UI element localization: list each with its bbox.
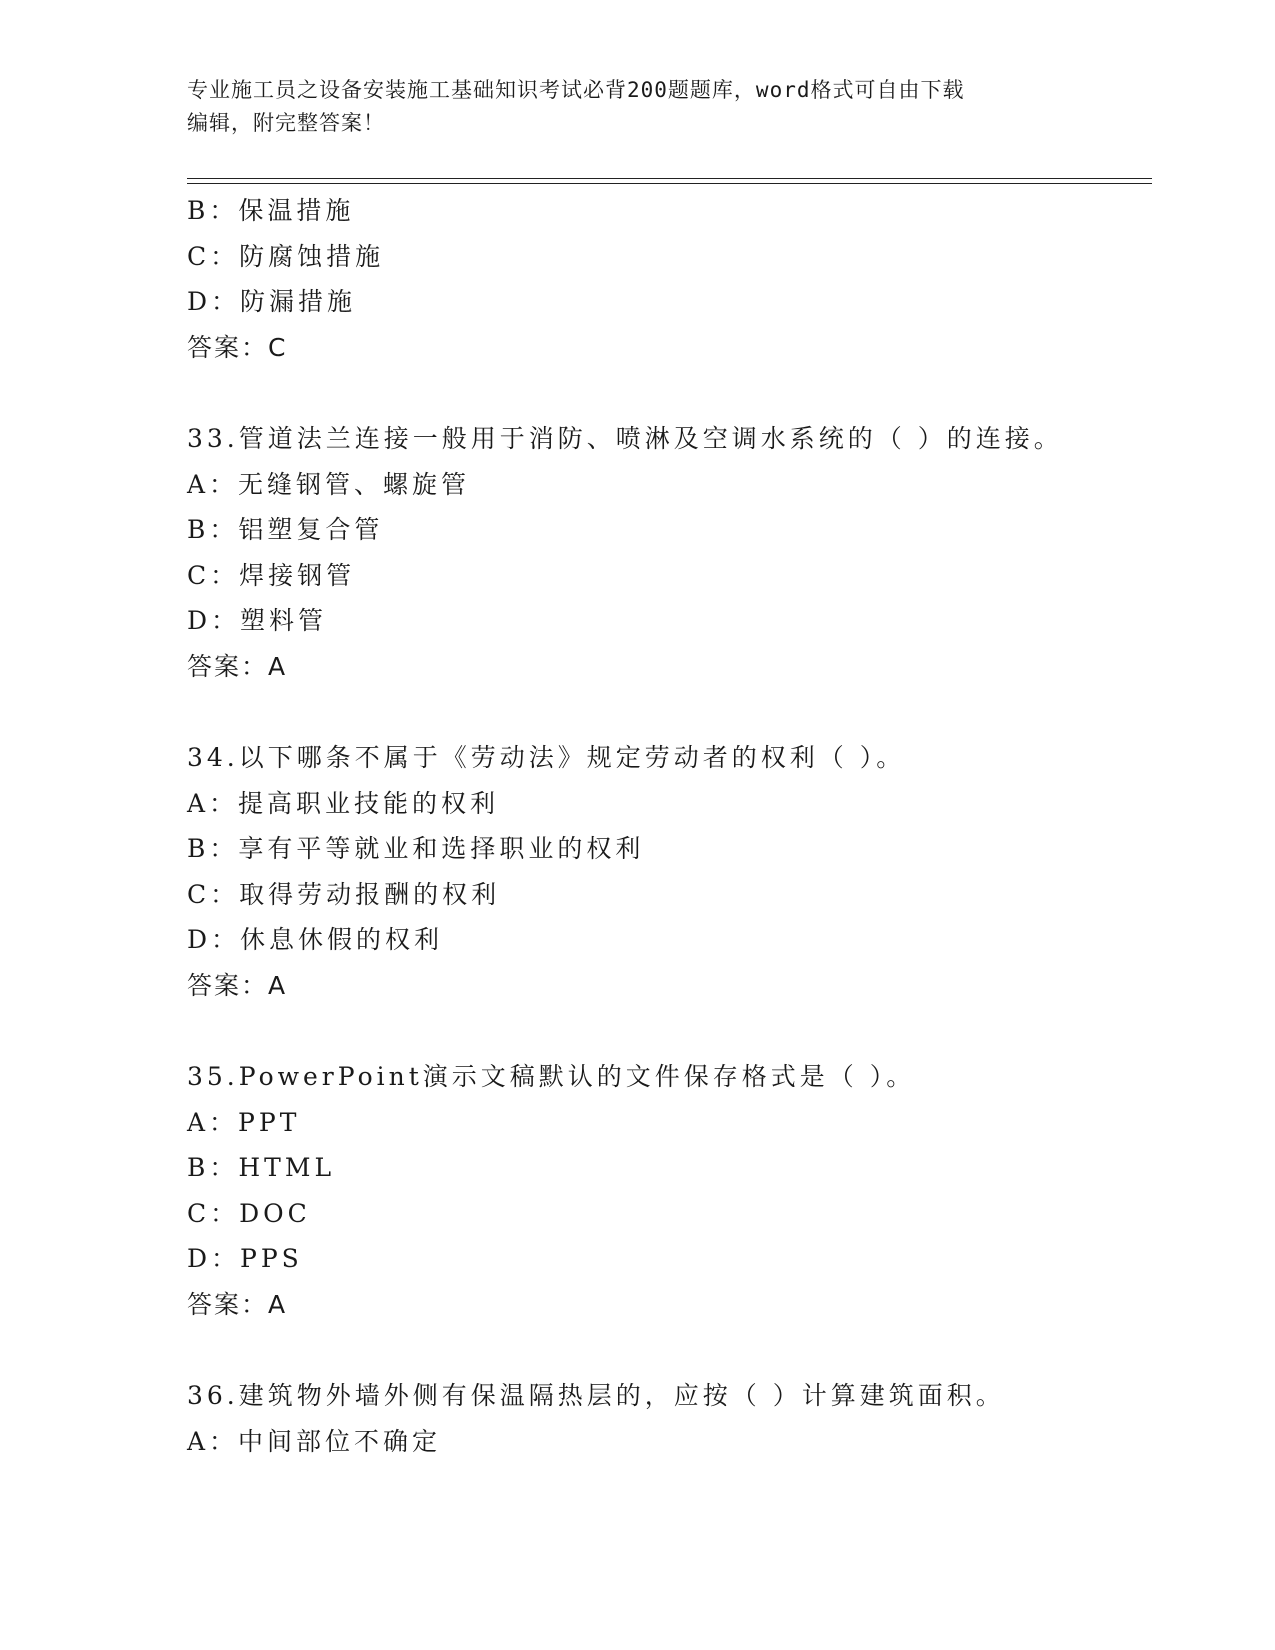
option-d: D：休息休假的权利 — [187, 925, 444, 954]
question-32 — [187, 188, 1152, 370]
option-c: C：焊接钢管 — [187, 560, 356, 590]
header-divider-bottom — [187, 183, 1152, 184]
question-35 — [187, 1054, 1152, 1327]
spacer — [187, 370, 1152, 416]
header-title-line-2: 编辑，附完整答案！ — [187, 111, 385, 135]
question-34 — [187, 735, 1152, 1008]
question-stem: 35.PowerPoint演示文稿默认的文件保存格式是（ ）。 — [187, 1062, 916, 1091]
option-c: C：DOC — [187, 1198, 311, 1228]
question-stem: 34.以下哪条不属于《劳动法》规定劳动者的权利（ ）。 — [187, 743, 906, 772]
question-33 — [187, 416, 1152, 689]
option-c: C：取得劳动报酬的权利 — [187, 879, 501, 909]
header-title-line-1: 专业施工员之设备安装施工基础知识考试必背200题题库，word格式可自由下载 — [187, 78, 965, 102]
option-a: A：中间部位不确定 — [187, 1426, 442, 1456]
question-36 — [187, 1373, 1152, 1464]
option-b: B：铝塑复合管 — [187, 515, 384, 544]
option-d: D：塑料管 — [187, 606, 328, 635]
answer: 答案：A — [187, 970, 288, 1000]
option-b: B：保温措施 — [187, 196, 355, 225]
option-d: D：PPS — [187, 1244, 303, 1273]
question-stem: 33.管道法兰连接一般用于消防、喷淋及空调水系统的（ ）的连接。 — [187, 424, 1063, 453]
spacer — [187, 689, 1152, 735]
option-d: D：防漏措施 — [187, 287, 357, 316]
answer: 答案：A — [187, 651, 288, 681]
option-c: C：防腐蚀措施 — [187, 241, 385, 271]
question-list — [187, 188, 1152, 1464]
option-b: B：享有平等就业和选择职业的权利 — [187, 834, 645, 863]
spacer — [187, 1327, 1152, 1373]
header-divider-top — [187, 178, 1152, 179]
document-header — [187, 74, 1067, 140]
spacer — [187, 1008, 1152, 1054]
option-a: A：PPT — [187, 1107, 301, 1137]
option-a: A：提高职业技能的权利 — [187, 788, 500, 818]
question-stem: 36.建筑物外墙外侧有保温隔热层的，应按（ ）计算建筑面积。 — [187, 1381, 1005, 1410]
answer: 答案：A — [187, 1289, 288, 1319]
option-b: B：HTML — [187, 1153, 336, 1182]
answer: 答案：C — [187, 332, 288, 362]
option-a: A：无缝钢管、螺旋管 — [187, 469, 471, 499]
